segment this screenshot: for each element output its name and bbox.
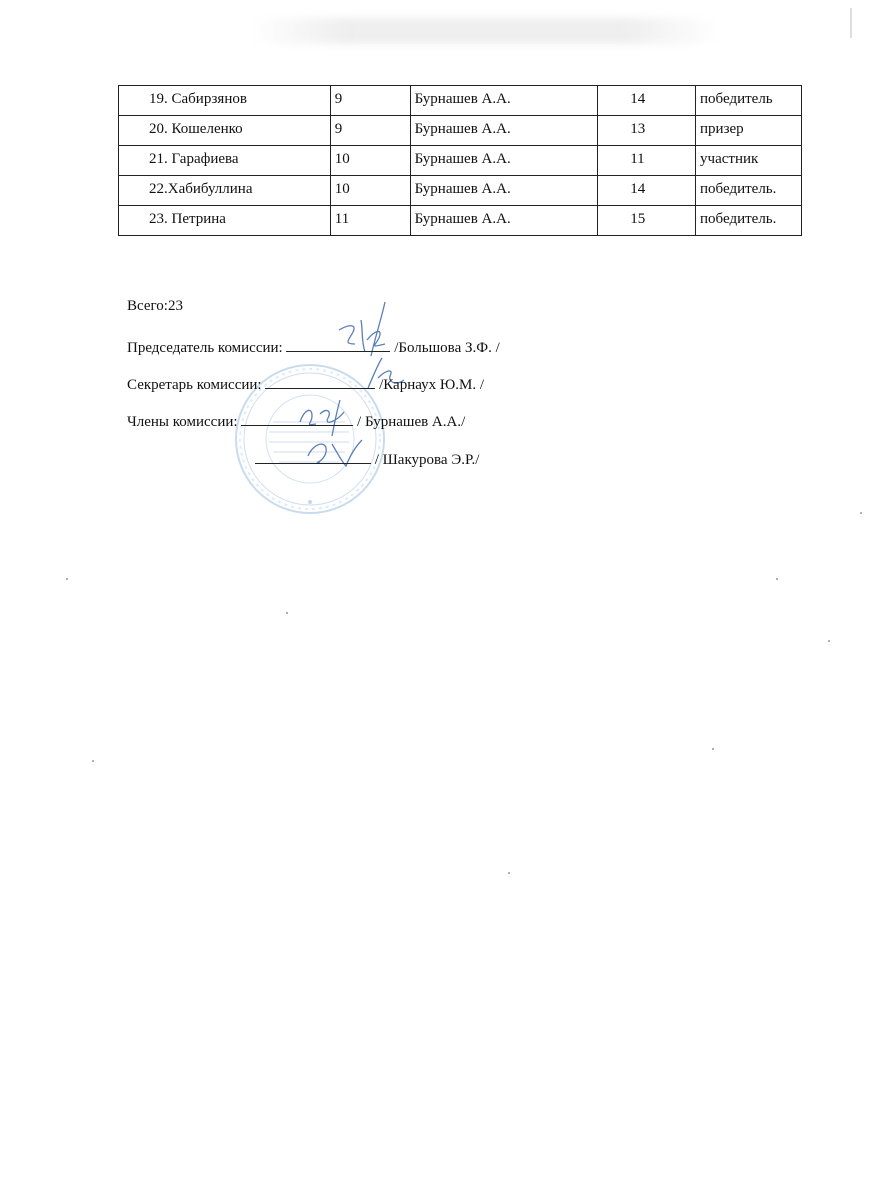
- scan-speck: [286, 612, 288, 614]
- scan-speck: [860, 512, 862, 514]
- table-row: [119, 116, 802, 146]
- grade-cell: 9: [330, 116, 410, 146]
- total-line: Всего:23: [127, 298, 183, 314]
- status-cell: участник: [696, 146, 802, 176]
- status-cell: призер: [696, 116, 802, 146]
- teacher-cell: Бурнашев А.А.: [410, 116, 598, 146]
- scan-speck: [92, 760, 94, 762]
- member2-signature-blank: [255, 450, 371, 464]
- teacher-cell: Бурнашев А.А.: [410, 86, 598, 116]
- student-name-cell: 23. Петрина: [119, 206, 331, 236]
- chair-name: /Большова З.Ф. /: [394, 340, 500, 356]
- teacher-cell: Бурнашев А.А.: [410, 176, 598, 206]
- grade-cell: 11: [330, 206, 410, 236]
- teacher-cell: Бурнашев А.А.: [410, 146, 598, 176]
- scan-speck: [712, 748, 714, 750]
- table-row: [119, 146, 802, 176]
- scan-speck: [776, 578, 778, 580]
- bleed-through-header: [250, 18, 720, 44]
- grade-cell: 9: [330, 86, 410, 116]
- secretary-label: Секретарь комиссии:: [127, 377, 262, 393]
- member2-name: / Шакурова Э.Р./: [374, 452, 480, 468]
- student-name-cell: 22.Хабибуллина: [119, 176, 331, 206]
- secretary-name: /Карнаух Ю.М. /: [379, 377, 485, 393]
- members-label: Члены комиссии:: [127, 414, 238, 430]
- score-cell: 14: [598, 86, 696, 116]
- members-line: [127, 412, 465, 431]
- table-row: [119, 206, 802, 236]
- bleed-through-mark: [850, 8, 852, 38]
- student-name-cell: 19. Сабирзянов: [119, 86, 331, 116]
- chair-label: Председатель комиссии:: [127, 340, 283, 356]
- secretary-line: [127, 375, 484, 394]
- grade-cell: 10: [330, 176, 410, 206]
- score-cell: 14: [598, 176, 696, 206]
- secretary-signature-blank: [265, 375, 375, 389]
- status-cell: победитель: [696, 86, 802, 116]
- chair-signature-blank: [286, 338, 390, 352]
- teacher-cell: Бурнашев А.А.: [410, 206, 598, 236]
- member2-line: [255, 450, 479, 469]
- score-cell: 15: [598, 206, 696, 236]
- member1-signature-blank: [241, 412, 353, 426]
- scan-speck: [828, 640, 830, 642]
- student-name-cell: 21. Гарафиева: [119, 146, 331, 176]
- grade-cell: 10: [330, 146, 410, 176]
- table-row: [119, 86, 802, 116]
- scan-speck: [66, 578, 68, 580]
- student-name-cell: 20. Кошеленко: [119, 116, 331, 146]
- score-cell: 13: [598, 116, 696, 146]
- status-cell: победитель.: [696, 206, 802, 236]
- member1-name: / Бурнашев А.А./: [357, 414, 466, 430]
- chair-line: [127, 338, 500, 357]
- table-row: [119, 176, 802, 206]
- score-cell: 11: [598, 146, 696, 176]
- results-table: [118, 85, 802, 236]
- scan-speck: [508, 872, 510, 874]
- status-cell: победитель.: [696, 176, 802, 206]
